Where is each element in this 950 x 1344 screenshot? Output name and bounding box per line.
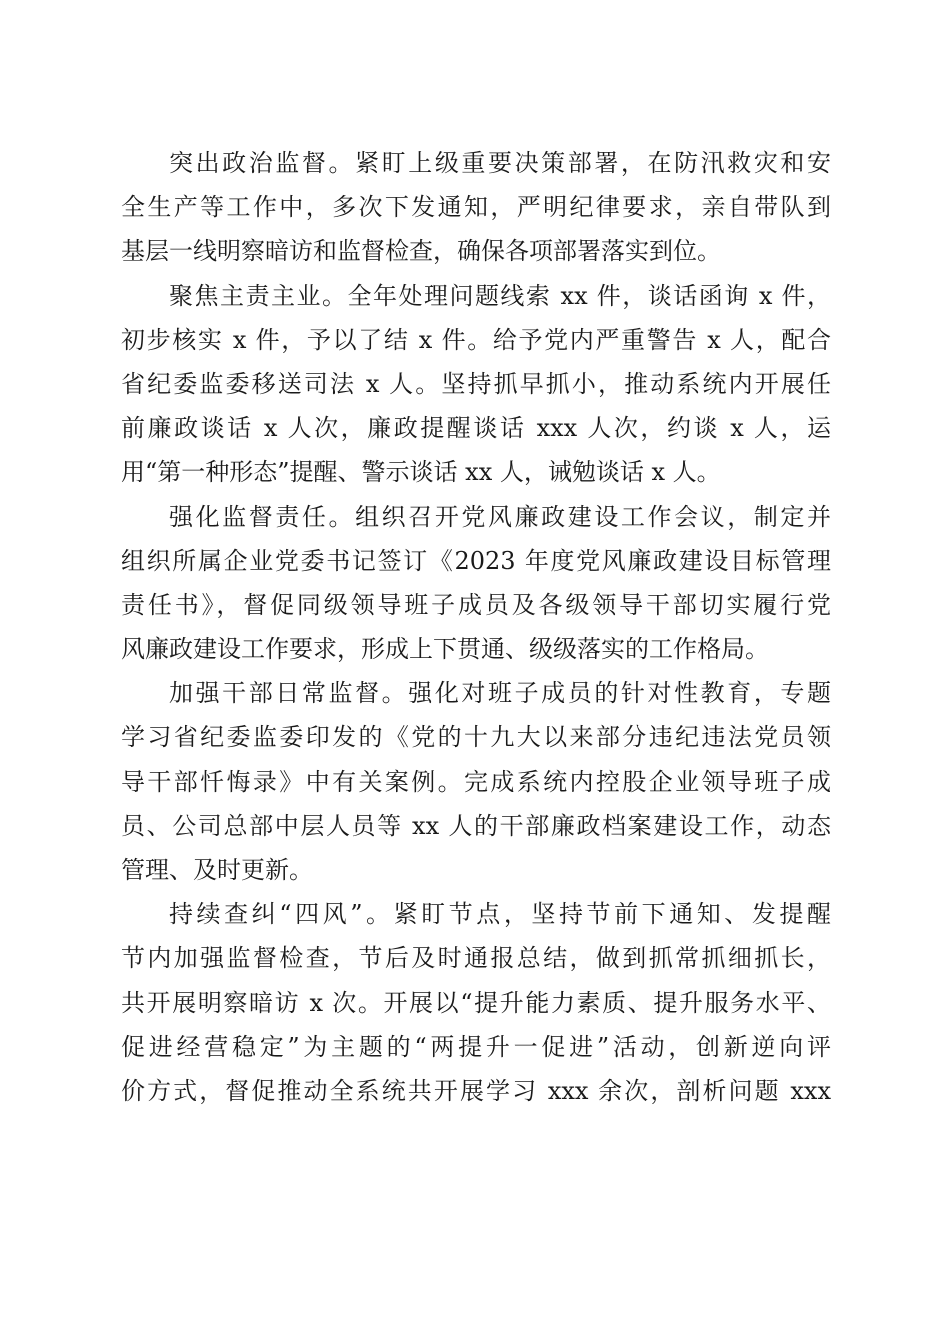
paragraph-4-line-3: 导干部忏悔录》中有关案例。完成系统内控股企业领导班子成 xyxy=(121,767,831,796)
paragraph-2-line-2: 初步核实 x 件，予以了结 x 件。给予党内严重警告 x 人，配合 xyxy=(121,325,831,354)
paragraph-4-line-2: 学习省纪委监委印发的《党的十九大以来部分违纪违法党员领 xyxy=(121,723,831,752)
paragraph-2-line-5: 用“第一种形态”提醒、警示谈话 xx 人，诫勉谈话 x 人。 xyxy=(121,458,721,487)
paragraph-2-line-4: 前廉政谈话 x 人次，廉政提醒谈话 xxx 人次，约谈 x 人，运 xyxy=(121,414,831,443)
paragraph-5-line-5: 价方式，督促推动全系统共开展学习 xxx 余次，剖析问题 xxx xyxy=(121,1076,831,1105)
paragraph-5-line-3: 共开展明察暗访 x 次。开展以“提升能力素质、提升服务水平、 xyxy=(121,988,831,1017)
paragraph-2-line-1: 聚焦主责主业。全年处理问题线索 xx 件，谈话函询 x 件， xyxy=(169,281,831,310)
paragraph-5-line-4: 促进经营稳定”为主题的“两提升一促进”活动，创新逆向评 xyxy=(121,1032,831,1061)
paragraph-5-line-1: 持续查纠“四风”。紧盯节点，坚持节前下通知、发提醒 xyxy=(169,900,831,929)
paragraph-3-line-2: 组织所属企业党委书记签订《2023 年度党风廉政建设目标管理 xyxy=(121,546,831,575)
paragraph-3-line-4: 风廉政建设工作要求，形成上下贯通、级级落实的工作格局。 xyxy=(121,635,769,664)
paragraph-3-line-1: 强化监督责任。组织召开党风廉政建设工作会议，制定并 xyxy=(169,502,831,531)
paragraph-1-line-2: 全生产等工作中，多次下发通知，严明纪律要求，亲自带队到 xyxy=(121,193,831,222)
paragraph-4-line-5: 管理、及时更新。 xyxy=(121,856,313,884)
paragraph-1-line-3: 基层一线明察暗访和监督检查，确保各项部署落实到位。 xyxy=(121,237,721,266)
paragraph-4-line-1: 加强干部日常监督。强化对班子成员的针对性教育，专题 xyxy=(169,679,831,708)
paragraph-2-line-3: 省纪委监委移送司法 x 人。坚持抓早抓小，推动系统内开展任 xyxy=(121,369,831,398)
paragraph-1-line-1: 突出政治监督。紧盯上级重要决策部署，在防汛救灾和安 xyxy=(169,149,831,177)
paragraph-4-line-4: 员、公司总部中层人员等 xx 人的干部廉政档案建设工作，动态 xyxy=(121,811,831,840)
paragraph-5-line-2: 节内加强监督检查，节后及时通报总结，做到抓常抓细抓长， xyxy=(121,944,831,973)
paragraph-3-line-3: 责任书》，督促同级领导班子成员及各级领导干部切实履行党 xyxy=(121,590,831,619)
document-body xyxy=(121,141,831,1113)
